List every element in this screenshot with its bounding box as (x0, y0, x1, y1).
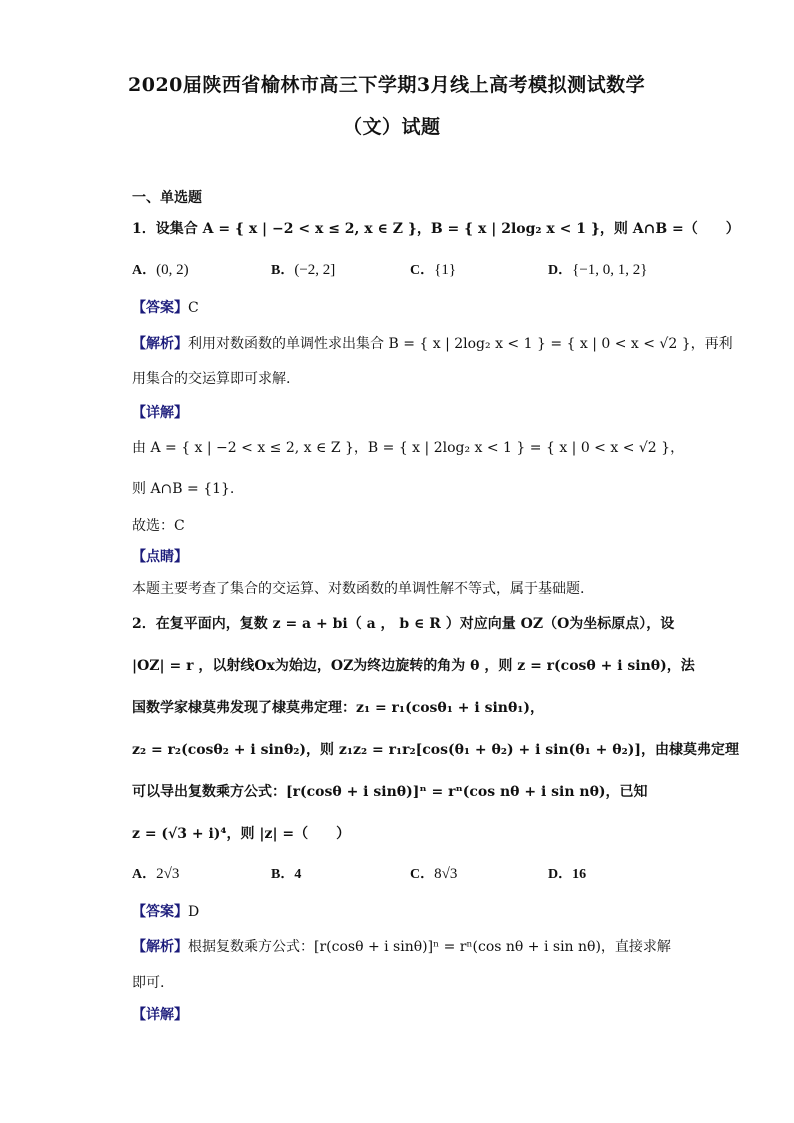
q2-line-3: 国数学家棣莫弗发现了棣莫弗定理：z₁ = r₁(cosθ₁ + i sinθ₁)， (132, 700, 545, 716)
q2-line-6: z = (√3 + i)⁴，则 |z| =（ ） (132, 826, 351, 842)
q1-option-a (132, 259, 189, 279)
option-text: 16 (572, 867, 587, 882)
title-line-2: （文）试题 (343, 116, 441, 138)
q2-line-4: z₂ = r₂(cosθ₂ + i sinθ₂)，则 z₁z₂ = r₁r₂[cos(θ₁ + θ₂) + i sin(θ₁ + θ₂)]，由棣莫弗定理 (132, 742, 739, 758)
q1-detail-line-1: 由 A = { x | −2 < x ≤ 2, x ∈ Z }，B = { x | 2log₂ x < 1 } = { x | 0 < x < √2 }， (132, 440, 685, 456)
q1-detail-line-2: 则 A∩B = {1}. (132, 481, 235, 497)
q1-analysis-line-2: 用集合的交运算即可求解. (132, 371, 291, 387)
option-letter: D． (548, 263, 573, 278)
option-text: (−2, 2] (294, 262, 336, 278)
option-text: 2√3 (156, 866, 180, 882)
answer-label: 【答案】 (132, 300, 188, 316)
q1-stem: 1．设集合 A = { x | −2 < x ≤ 2, x ∈ Z }，B = { x | 2log₂ x < 1 }，则 A∩B =（ ） (132, 221, 740, 237)
option-letter: C． (410, 263, 435, 278)
q2-analysis-line-2: 即可. (132, 975, 165, 991)
q2-analysis-line-1 (132, 936, 671, 956)
option-letter: B． (271, 263, 295, 278)
q1-answer (132, 297, 199, 317)
q1-comment-label: 【点睛】 (132, 549, 188, 565)
q1-choice: 故选：C (132, 518, 185, 534)
section-heading: 一、单选题 (132, 190, 202, 206)
q2-option-c (410, 863, 457, 883)
q2-line-1: 2．在复平面内，复数 z = a + bi（ a ， b ∈ R ）对应向量 OZ（O为坐标原点），设 (132, 616, 675, 632)
q1-option-b (271, 259, 335, 279)
analysis-text: 根据复数乘方公式：[r(cosθ + i sinθ)]ⁿ = rⁿ(cos nθ + i sin nθ)，直接求解 (188, 939, 671, 955)
analysis-label: 【解析】 (132, 336, 188, 352)
option-text: 4 (294, 867, 302, 882)
q2-option-b (271, 863, 301, 883)
analysis-text: 利用对数函数的单调性求出集合 B = { x | 2log₂ x < 1 } = { x | 0 < x < √2 }，再利 (188, 336, 733, 352)
q1-detail-label: 【详解】 (132, 405, 188, 421)
option-text: 8√3 (434, 866, 458, 882)
option-text: {−1, 0, 1, 2} (572, 262, 648, 278)
q1-analysis-line-1 (132, 333, 733, 353)
analysis-label: 【解析】 (132, 939, 188, 955)
title-line-1: 2020届陕西省榆林市高三下学期3月线上高考模拟测试数学 (128, 74, 646, 96)
option-letter: B． (271, 867, 295, 882)
option-letter: C． (410, 867, 435, 882)
q2-detail-label: 【详解】 (132, 1007, 188, 1023)
answer-value: C (188, 300, 199, 316)
option-letter: A． (132, 263, 157, 278)
answer-value: D (188, 904, 200, 920)
q2-answer (132, 901, 199, 921)
option-letter: A． (132, 867, 157, 882)
option-text: (0, 2) (156, 262, 189, 278)
q1-option-d (548, 259, 647, 279)
q1-comment: 本题主要考查了集合的交运算、对数函数的单调性解不等式，属于基础题. (132, 581, 585, 597)
q2-option-a (132, 863, 179, 883)
q1-option-c (410, 259, 456, 279)
q2-option-d (548, 863, 586, 883)
answer-label: 【答案】 (132, 904, 188, 920)
option-letter: D． (548, 867, 573, 882)
option-text: {1} (434, 262, 457, 278)
q2-line-2: |OZ| = r ，以射线Ox为始边，OZ为终边旋转的角为 θ ，则 z = r(cosθ + i sinθ)，法 (132, 658, 695, 674)
q2-line-5: 可以导出复数乘方公式：[r(cosθ + i sinθ)]ⁿ = rⁿ(cos nθ + i sin nθ)，已知 (132, 784, 648, 800)
